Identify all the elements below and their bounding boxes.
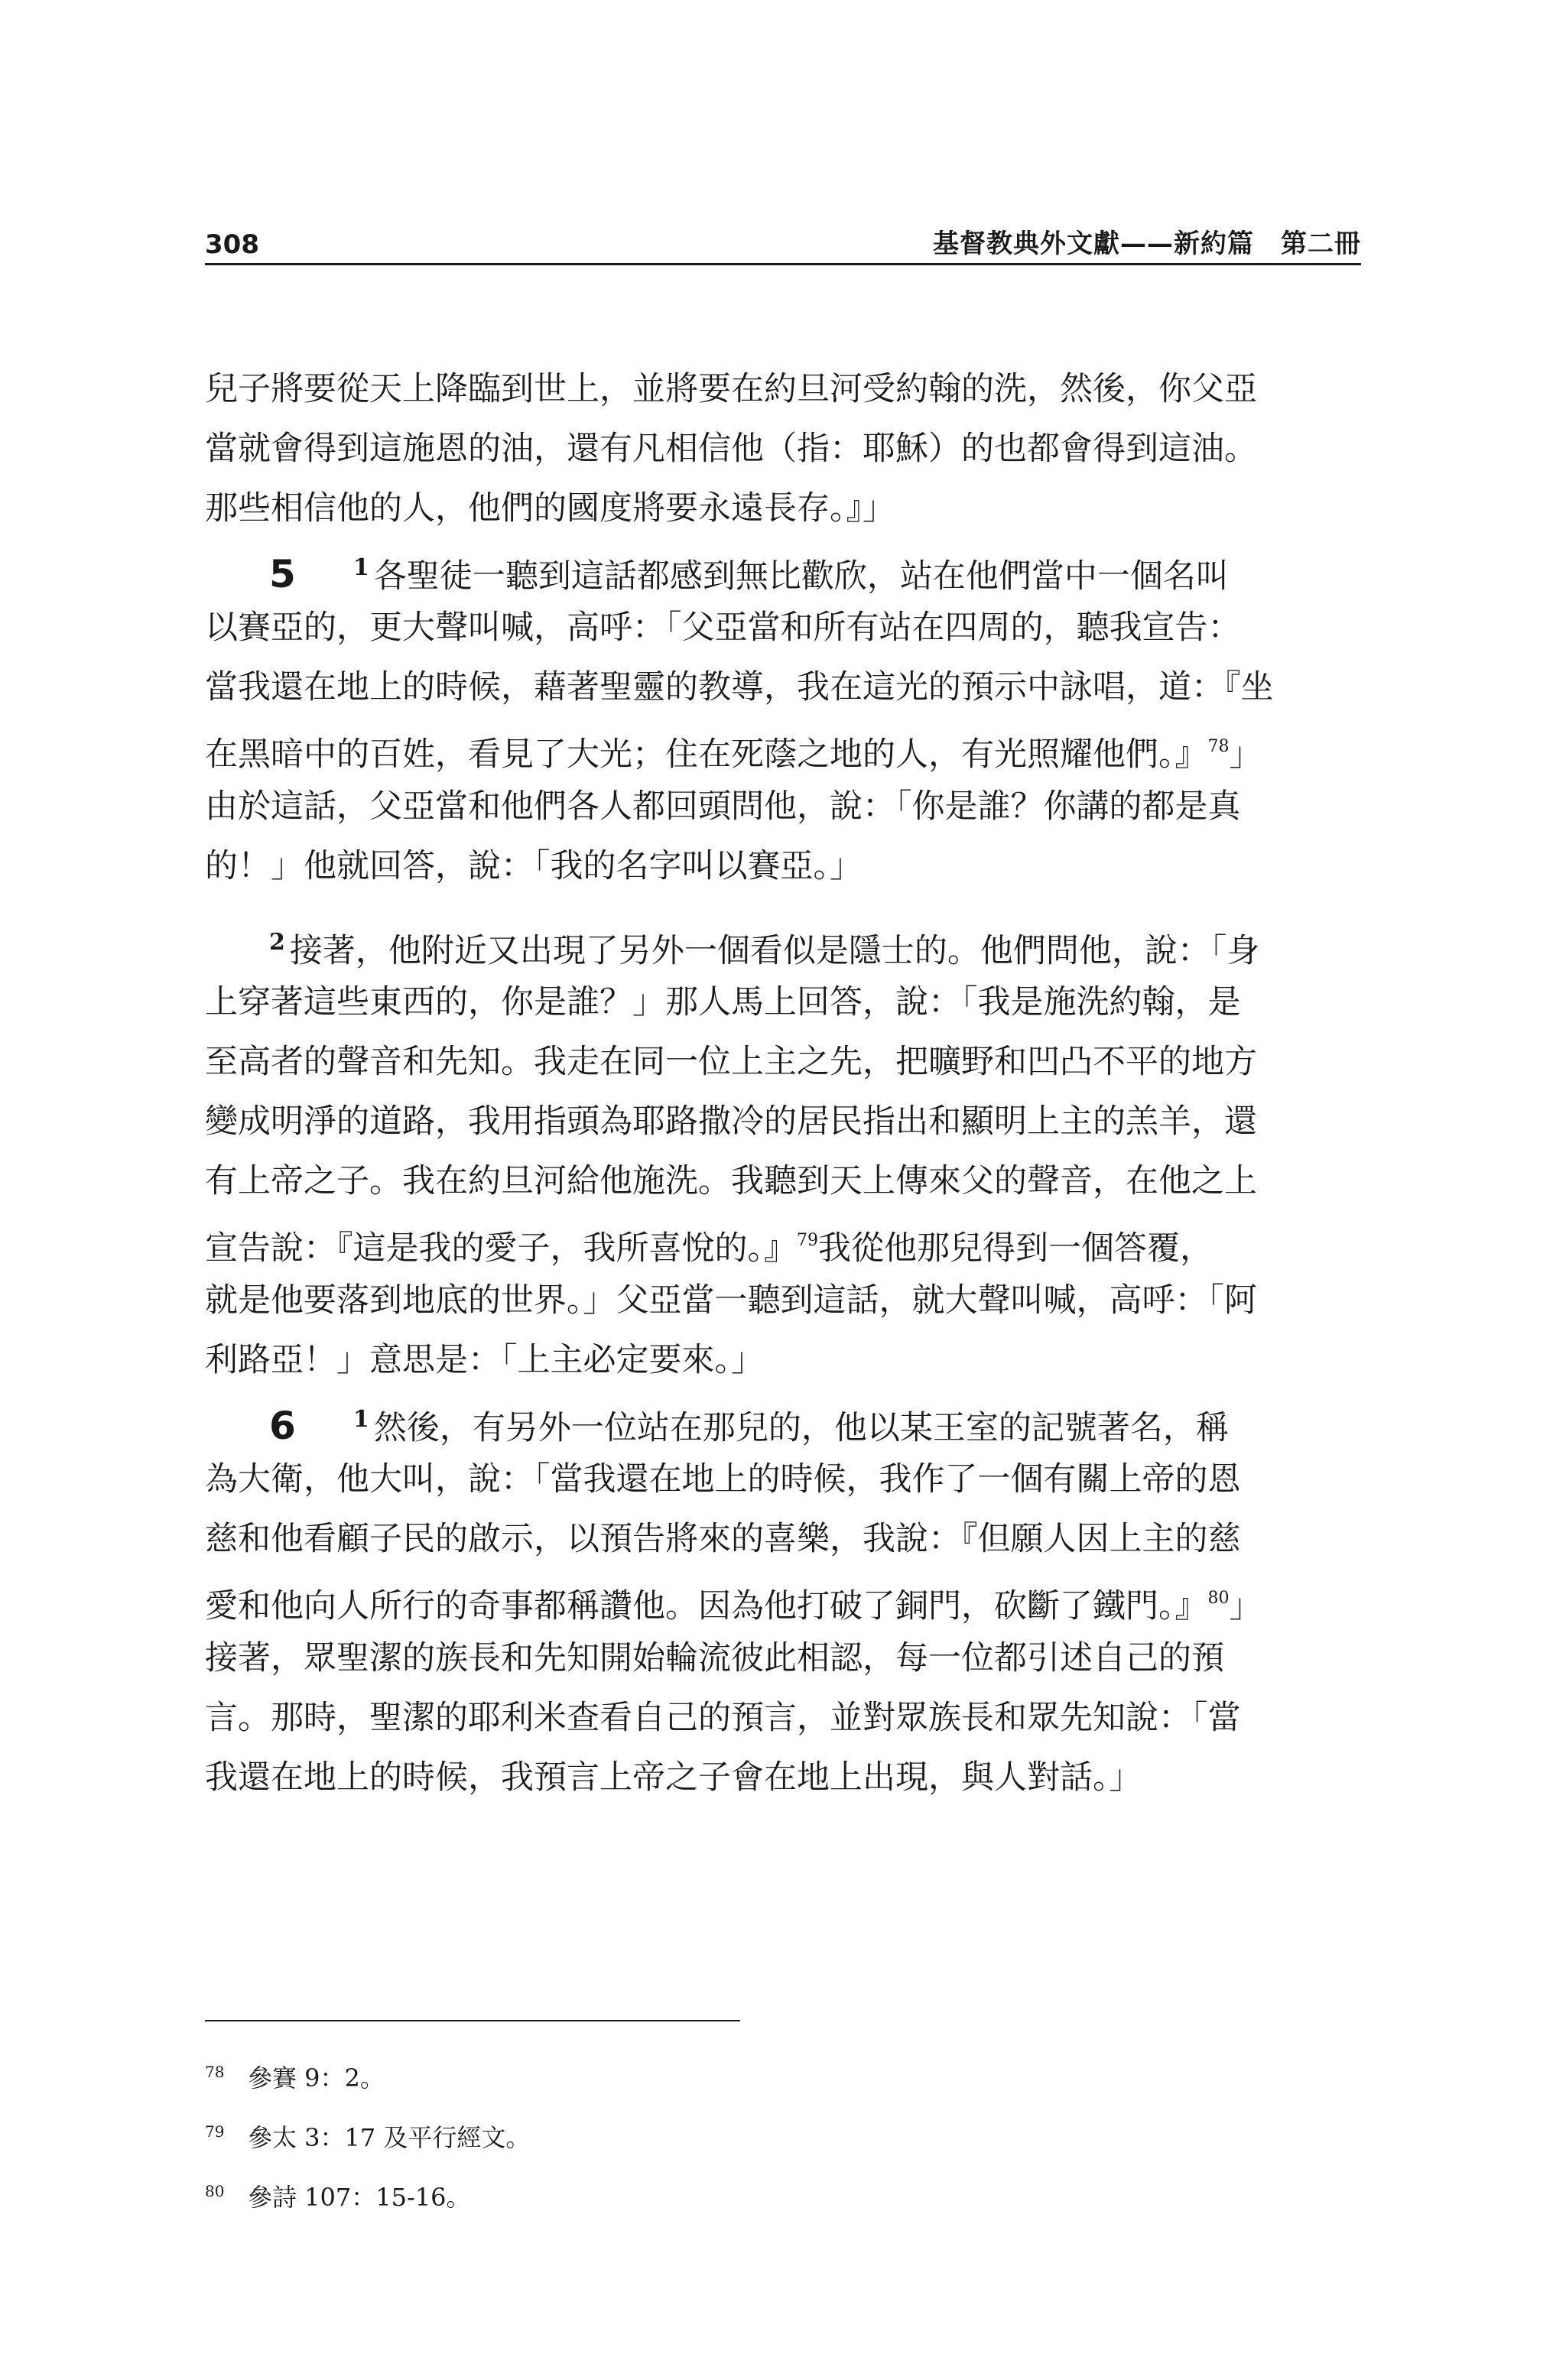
text-line: 以賽亞的，更大聲叫喊，高呼：「父亞當和所有站在四周的，聽我宣告： [205,609,1241,647]
text-span: 」 [1229,735,1262,774]
text-line [205,1569,1363,1628]
text-line: 我還在地上的時候，我預言上帝之子會在地上出現，與人對話。」 [205,1758,1142,1797]
text-line: 慈和他看顧子民的啟示，以預告將來的喜樂，我說：『但願人因上主的慈 [205,1520,1241,1558]
footnotes [205,2057,970,2236]
footnote-rule [205,2020,740,2021]
footnote-ref: 78 [1207,737,1230,756]
header-rule [205,263,1361,265]
text-line: 變成明淨的道路，我用指頭為耶路撒冷的居民指出和顯明上主的羔羊，還 [205,1102,1257,1141]
text-line: 兒子將要從天上降臨到世上，並將要在約旦河受約翰的洗，然後，你父亞 [205,370,1257,408]
text-line: 有上帝之子。我在約旦河給他施洗。我聽到天上傳來父的聲音，在他之上 [205,1162,1257,1200]
footnote [205,2116,970,2176]
verse-number: 1 [353,554,369,581]
chapter-6-start [205,1390,1363,1450]
text-line [205,717,1363,777]
footnote-text: 參太 3：17 及平行經文。 [248,2123,531,2152]
text-span: 」 [1229,1587,1262,1625]
text-span: 在黑暗中的百姓，看見了大光；住在死蔭之地的人，有光照耀他們。』 [205,735,1208,774]
chapter-5-start [205,538,1363,598]
text-span: 宣告說：『這是我的愛子，我所喜悅的。』 [205,1229,797,1268]
text-line: 當我還在地上的時候，藉著聖靈的教導，我在這光的預示中詠唱，道：『坐 [205,668,1274,706]
text-span: 各聖徒一聽到這話都感到無比歡欣，站在他們當中一個名叫 [373,557,1229,596]
footnote-number: 79 [205,2122,225,2141]
footnote-text: 參賽 9：2。 [248,2063,385,2093]
chapter-number: 6 [269,1404,296,1448]
text-line: 由於這話，父亞當和他們各人都回頭問他，說：「你是誰？你講的都是真 [205,787,1241,826]
text-line [205,1211,1363,1271]
footnote-ref: 80 [1207,1589,1230,1608]
footnote-ref: 79 [797,1231,818,1250]
footnote [205,2057,970,2116]
footnote-number: 78 [205,2063,225,2081]
text-line: 當就會得到這施恩的油，還有凡相信他（指：耶穌）的也都會得到這油。 [205,430,1257,468]
page-number: 308 [205,229,259,260]
verse-number: 1 [353,1406,369,1433]
text-line: 的！」他就回答，說：「我的名字叫以賽亞。」 [205,847,863,885]
text-line: 言。那時，聖潔的耶利米查看自己的預言，並對眾族長和眾先知說：「當 [205,1699,1241,1737]
chapter-number: 5 [269,552,296,596]
text-span: 我從他那兒得到一個答覆， [818,1229,1213,1268]
text-line: 那些相信他的人，他們的國度將要永遠長存。』」 [205,489,895,528]
verse-2-start [205,913,1363,972]
text-line: 接著，眾聖潔的族長和先知開始輪流彼此相認，每一位都引述自己的預 [205,1639,1224,1677]
text-line: 為大衛，他大叫，說：「當我還在地上的時候，我作了一個有關上帝的恩 [205,1460,1241,1498]
verse-number: 2 [269,929,285,956]
footnote-text: 參詩 107：15-16。 [248,2183,471,2212]
running-header [205,220,1361,266]
text-line: 利路亞！」意思是：「上主必定要來。」 [205,1341,764,1379]
body-text [205,359,1363,1807]
text-line: 至高者的聲音和先知。我走在同一位上主之先，把曠野和凹凸不平的地方 [205,1043,1257,1081]
running-title: 基督教典外文獻——新約篇 第二冊 [933,229,1361,259]
footnote-number: 80 [205,2182,225,2200]
text-line: 就是他要落到地底的世界。」父亞當一聽到這話，就大聲叫喊，高呼：「阿 [205,1281,1257,1320]
text-span: 愛和他向人所行的奇事都稱讚他。因為他打破了銅門，砍斷了鐵門。』 [205,1587,1208,1625]
text-span: 然後，有另外一位站在那兒的，他以某王室的記號著名，稱 [373,1409,1229,1447]
footnote [205,2176,970,2236]
text-span: 接著，他附近又出現了另外一個看似是隱士的。他們問他，說：「身 [289,932,1260,970]
text-line: 上穿著這些東西的，你是誰？」那人馬上回答，說：「我是施洗約翰，是 [205,983,1241,1021]
